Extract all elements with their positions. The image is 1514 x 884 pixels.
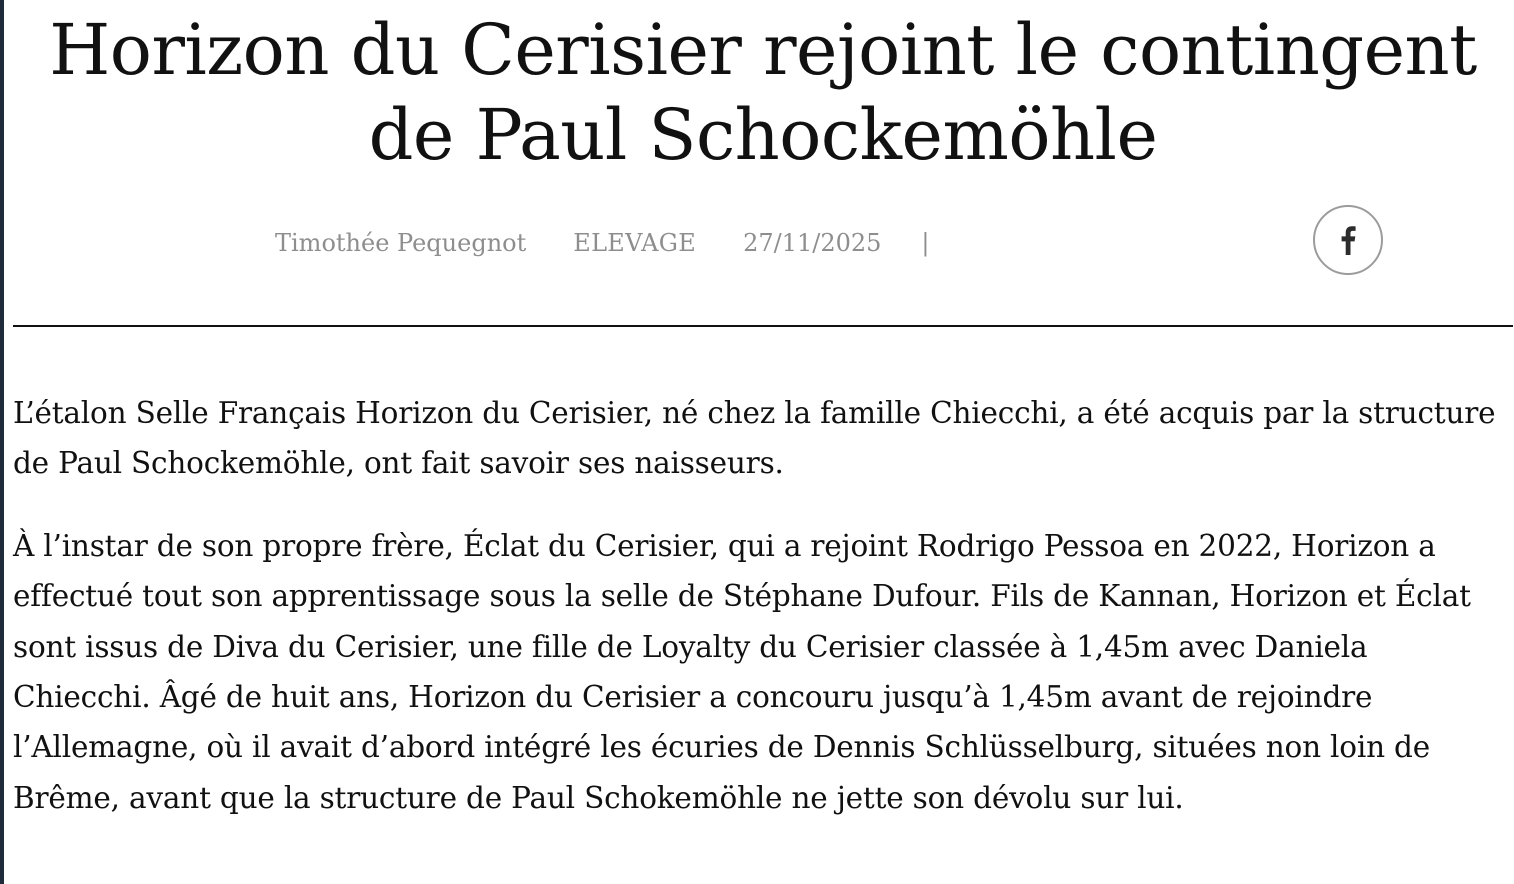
article-paragraph-2: À l’instar de son propre frère, Éclat du Cerisier, qui a rejoint Rodrigo Pessoa en 2022, Horizon a effectué tout son apprentissage sous la selle de Stéphane Dufour. Fils de Kannan, Horizon et Éclat sont issus de Diva du Cerisier, une fille de Loyalty du Cerisier classée à 1,45m avec Daniela Chiecchi. Âgé de huit ans, Horizon du Cerisier a concouru jusqu’à 1,45m avant de rejoindre l’Allemagne, où il avait d’abord intégré les écuries de Dennis Schlüsselburg, situées non loin de Brême, avant que la structure de Paul Schokemöhle ne jette son dévolu sur lui. [13,528,1471,815]
article-body [13,388,1503,855]
header-divider [13,325,1513,327]
window-left-edge [0,0,4,884]
publish-date: 27/11/2025 [743,229,882,257]
meta-separator: | [921,229,930,257]
facebook-icon [1340,225,1356,255]
category-link[interactable]: ELEVAGE [573,229,697,257]
article-title: Horizon du Cerisier rejoint le contingent de Paul Schockemöhle [49,9,1477,176]
facebook-share-button[interactable] [1313,205,1383,275]
author-link[interactable]: Timothée Pequegnot [275,229,527,257]
article-paragraph-1: L’étalon Selle Français Horizon du Cerisier, né chez la famille Chiecchi, a été acquis par la structure de Paul Schockemöhle, ont fait savoir ses naisseurs. [13,396,1496,481]
article-meta [275,228,929,258]
